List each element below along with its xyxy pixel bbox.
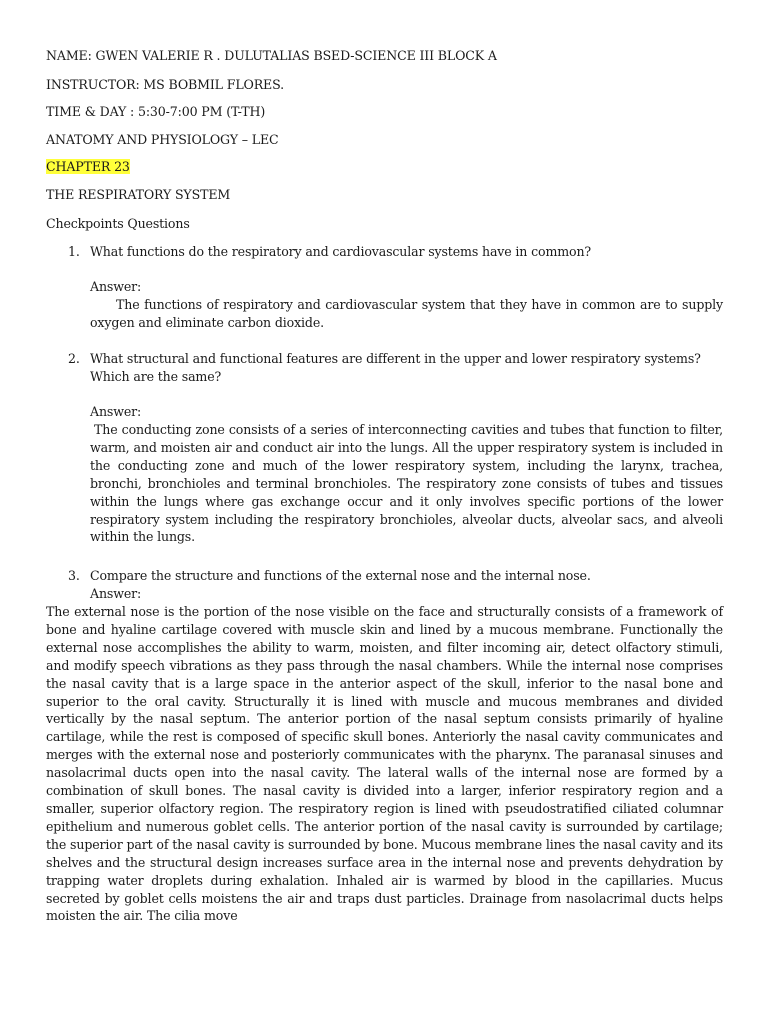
question-number: 2. bbox=[68, 351, 80, 366]
answer-label: Answer: bbox=[90, 404, 142, 419]
question-text: Compare the structure and functions of the external nose and the internal nose. bbox=[90, 568, 591, 583]
question-text: What functions do the respiratory and cardiovascular systems have in common? bbox=[90, 244, 592, 259]
section-title: Checkpoints Questions bbox=[46, 216, 190, 231]
answer-label: Answer: bbox=[90, 279, 142, 294]
student-name-line: NAME: GWEN VALERIE R . DULUTALIAS BSED-SCIENCE III BLOCK A bbox=[46, 48, 497, 63]
question-number: 1. bbox=[68, 244, 80, 259]
topic-heading: THE RESPIRATORY SYSTEM bbox=[46, 187, 231, 202]
chapter-highlight: CHAPTER 23 bbox=[46, 159, 130, 174]
course-line: ANATOMY AND PHYSIOLOGY – LEC bbox=[46, 132, 279, 147]
question-number: 3. bbox=[68, 568, 80, 583]
answer-text: The external nose is the portion of the nose visible on the face and structurally consists of a framework of bone and hyaline cartilage covered with muscle skin and lined by a mucous membrane. Functionally the external nose accomplishes the ability to warm, moisten, and filter incoming air, detect olfactory stimuli, and modify speech vibrations as they pass through the nasal chambers. While the internal nose comprises the nasal cavity that is a large space in the anterior aspect of the skull, inferior to the nasal bone and superior to the oral cavity. Structurally it is lined with muscle and mucous membranes and divided vertically by the nasal septum. The anterior portion of the nasal septum consists primarily of hyaline cartilage, while the rest is composed of specific skull bones. Anteriorly the nasal cavity communicates and merges with the external nose and posteriorly communicates with the pharynx. The paranasal sinuses and nasolacrimal ducts open into the nasal cavity. The lateral walls of the internal nose are formed by a combination of skull bones. The nasal cavity is divided into a larger, inferior respiratory region and a smaller, superior olfactory region. The respiratory region is lined with pseudostratified ciliated columnar epithelium and numerous goblet cells. The anterior portion of the nasal cavity is surrounded by cartilage; the superior part of the nasal cavity is surrounded by bone. Mucous membrane lines the nasal cavity and its shelves and the structural design increases surface area in the internal nose and prevents dehydration by trapping water droplets during exhalation. Inhaled air is warmed by blood in the capillaries. Mucus secreted by goblet cells moistens the air and traps dust particles. Drainage from nasolacrimal ducts helps moisten the air. The cilia move bbox=[46, 604, 723, 924]
chapter-heading bbox=[46, 159, 130, 175]
question-item bbox=[46, 567, 723, 925]
answer-label: Answer: bbox=[90, 586, 142, 601]
question-item bbox=[46, 243, 723, 332]
question-item bbox=[46, 350, 723, 546]
answer-text: The functions of respiratory and cardiovascular system that they have in common are to supply oxygen and eliminate carbon dioxide. bbox=[90, 297, 723, 330]
instructor-line: INSTRUCTOR: MS BOBMIL FLORES. bbox=[46, 77, 284, 92]
time-day-line: TIME & DAY : 5:30-7:00 PM (T-TH) bbox=[46, 104, 266, 119]
question-text: What structural and functional features are different in the upper and lower respiratory systems? Which are the same? bbox=[90, 351, 701, 384]
answer-text: The conducting zone consists of a series of interconnecting cavities and tubes that function to filter, warm, and moisten air and conduct air into the lungs. All the upper respiratory system is included in the conducting zone and much of the lower respiratory system, including the larynx, trachea, bronchi, bronchioles and terminal bronchioles. The respiratory zone consists of tubes and tissues within the lungs where gas exchange occur and it only involves specific portions of the lower respiratory system including the respiratory bronchioles, alveolar ducts, alveolar sacs, and alveoli within the lungs. bbox=[90, 422, 723, 545]
